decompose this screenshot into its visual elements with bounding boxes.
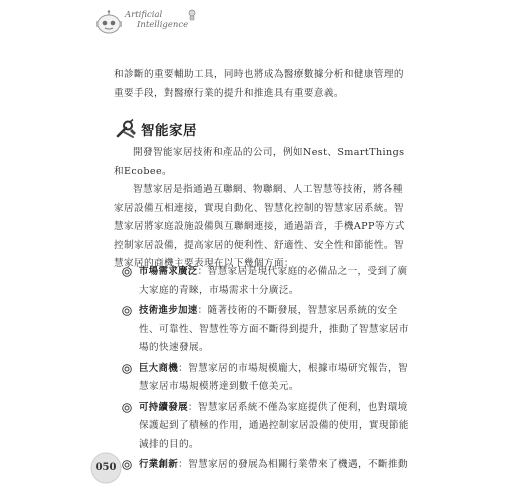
list-item	[122, 456, 412, 475]
header-title-line1: Artificial	[125, 10, 163, 20]
section-title: 智能家居	[141, 123, 197, 139]
bullet-term: 行業創新	[139, 459, 179, 470]
paragraph-smart-home: 智慧家居是指通過互聯網、物聯網、人工智慧等技術，將各種家居設備互相連接，實現自動化、智慧化控制的智慧家居系統。智慧家居將家庭設施設備與互聯網連接，通過語音，手機APP等方式控制家居設備，提高家居的便利性、舒適性、安全性和節能性。智慧家居的商機主要表現在以下幾個方面：	[114, 184, 405, 269]
bullet-term: 市場需求廣泛	[139, 266, 198, 277]
double-circle-bullet-icon	[122, 306, 132, 316]
double-circle-bullet-icon	[122, 403, 132, 413]
bullet-list	[122, 263, 412, 477]
list-item	[122, 399, 412, 455]
bullet-term: 可持續發展	[139, 401, 188, 413]
bullet-term: 巨大商機	[139, 362, 179, 374]
bullet-text: ：智慧家居的市場規模龐大，根據市場研究報告，智慧家居市場規模將達到數千億美元。	[139, 362, 408, 392]
running-header	[95, 8, 215, 38]
bullet-text: ：智慧家居是現代家庭的必備品之一，受到了廣大家庭的青睞，市場需求十分廣泛。	[139, 266, 408, 296]
intro-block	[114, 66, 412, 103]
header-title-line2: Intelligence	[137, 20, 189, 30]
bullet-text: ：隨著技術的不斷發展，智慧家居系統的安全性、可靠性、智慧性等方面不斷得到提升，推動了智慧家居市場的快速發展。	[139, 305, 409, 353]
mascot-icon	[187, 9, 197, 21]
bullet-term: 技術進步加速	[139, 305, 198, 316]
bullet-text: ：智慧家居的發展為相關行業帶來了機遇，不斷推動	[178, 459, 408, 470]
page-number-badge	[88, 450, 124, 486]
section-heading	[114, 118, 197, 140]
double-circle-bullet-icon	[122, 267, 132, 277]
list-item	[122, 302, 412, 358]
header-title	[125, 10, 188, 30]
tools-icon	[114, 119, 138, 139]
intro-paragraph: 和診斷的重要輔助工具，同時也將成為醫療數據分析和健康管理的重要手段，對醫療行業的提升和推進具有重要意義。	[114, 69, 404, 99]
page-number: 050	[95, 462, 117, 473]
paragraph-companies: 開發智能家居技術和產品的公司，例如Nest、SmartThings和Ecobee。	[114, 147, 405, 177]
list-item	[122, 263, 412, 300]
bullet-text: ：智慧家居系統不僅為家庭提供了便利，也對環境保護起到了積極的作用，通過控制家居設備的使用，實現節能減排的目的。	[139, 401, 409, 450]
body-text	[114, 144, 412, 274]
double-circle-bullet-icon	[122, 364, 132, 374]
list-item	[122, 360, 412, 397]
robot-icon	[95, 10, 123, 36]
